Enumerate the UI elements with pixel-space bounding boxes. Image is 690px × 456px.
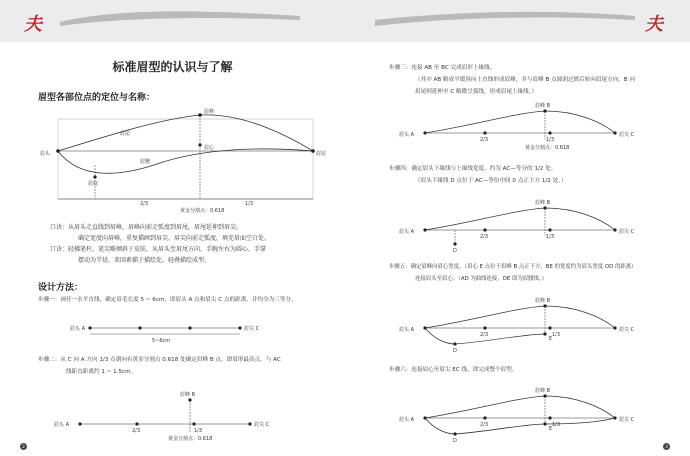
- step3-text-3: 眉尾则延伸至 C 略微呈弧线，形成眉尾上缘线。）: [415, 89, 538, 95]
- step4-label-b: 眉峰 B: [535, 200, 551, 206]
- label-golden: 黄金分割点：0.618: [180, 208, 225, 214]
- step1-label-measure: 5~6cm: [152, 338, 171, 344]
- step2-label-c: 眉尖 C: [254, 422, 270, 428]
- step4-diagram: [399, 196, 655, 254]
- step4-label-rb: 1/3: [546, 234, 555, 240]
- step1-diagram: [70, 318, 300, 348]
- right-page: [345, 0, 690, 456]
- step5-label-rb: 1/3: [552, 332, 561, 338]
- step5-text-2: 连接眉头至眉心。（AD 为曲线连接，DE 即为眉腰线。）: [415, 276, 548, 282]
- step4-label-c: 眉尖 C: [619, 229, 635, 235]
- step5-text-1: 步骤五：确定眉峰向眉心宽度。（眉心 E 点位于眉峰 B 点正下方，BE 的宽度约为眉头宽度 OD 的距离）: [389, 264, 637, 270]
- step2-label-rb: 1/3: [194, 428, 203, 434]
- brand-logo-right: 夫: [645, 14, 663, 35]
- header-brush-band: [0, 0, 345, 42]
- step2-label-golden: 黄金分割点：0.618: [168, 436, 213, 442]
- step1-label-c: 眉尖 C: [244, 326, 260, 332]
- step6-label-rb: 1/3: [552, 422, 561, 428]
- label-ratio-b: 1/3: [245, 201, 254, 207]
- brand-logo: 夫: [24, 14, 42, 35]
- step5-label-d: D: [453, 348, 457, 354]
- label-brow-upper: 眉尾: [120, 131, 131, 137]
- step6-text: 步骤六：连接眉心至眉尖 EC 线，即完成整个眉型。: [389, 367, 518, 373]
- step3-label-ra: 2/3: [480, 137, 489, 143]
- section-heading-design: 设计方法：: [38, 283, 84, 293]
- step5-diagram: [399, 294, 655, 354]
- step6-diagram: [399, 384, 655, 444]
- step5-label-a: 眉头 A: [399, 327, 415, 333]
- label-ratio-a: 2/3: [140, 201, 149, 207]
- step3-label-b: 眉峰 B: [535, 103, 551, 109]
- brow-points-diagram: [40, 105, 340, 215]
- step5-label-b: 眉峰 B: [535, 298, 551, 304]
- step6-label-e: E: [549, 426, 553, 432]
- step2-label-a: 眉头 A: [54, 422, 70, 428]
- label-brow-center: 眉心: [204, 145, 215, 151]
- tip-line-3: 口诀：轻拂笔杆，笔尖略倾斜于皮肤，从眉头至眉尾方向，手腕左右为圆心，手掌: [50, 246, 267, 253]
- step5-label-e: E: [549, 336, 553, 342]
- tip-line-1: 口诀：从眉头走直线到眉峰，眉峰向前走弧度到眉尾，眉尾延伸到眉尖。: [50, 224, 243, 231]
- step1-label-a: 眉头 A: [70, 326, 86, 332]
- step2-diagram: [54, 392, 310, 452]
- tip-line-2: 确定宽度向眉峰，重复描画到眉尖，眉尖向前走弧度，填充眉面空白处。: [78, 235, 271, 242]
- step3-label-rb: 1/3: [546, 137, 555, 143]
- step2-label-b: 眉峰 B: [180, 392, 196, 398]
- step3-label-c: 眉尖 C: [619, 132, 635, 138]
- step2-text-1: 步骤二：从 C 向 A 方向 1/3 点朝向有黄金分割点 0.618 处确定眉峰 B 点，即眉形最高点。与 AC: [38, 357, 281, 363]
- section-heading-points: 眉型各部位点的定位与名称：: [38, 93, 156, 103]
- step2-label-ra: 2/3: [132, 428, 141, 434]
- step6-label-ra: 2/3: [480, 422, 489, 428]
- step4-label-a: 眉头 A: [399, 229, 415, 235]
- step3-label-golden: 黄金分割点：0.618: [525, 145, 570, 151]
- step4-label-ra: 2/3: [480, 234, 489, 240]
- step3-diagram: [399, 103, 655, 153]
- step5-label-c: 眉尖 C: [619, 327, 635, 333]
- tip-line-4: 摆动为半径，来回素描于描绘处，轻叠描绘成型。: [78, 257, 211, 264]
- step4-text-2: （眉头下缘线 D 点位于 AC—等份中间 0 点正下方 1/2 处。）: [415, 178, 567, 184]
- label-brow-peak: 眉峰: [204, 109, 215, 115]
- step3-text-2: （其中 AB 略成平缓斜向上直线形成眉峰，并与眉峰 B 点圆润过渡后转向眉尾方向，B 向: [415, 77, 636, 83]
- label-brow-waist: 眉腰: [140, 159, 151, 165]
- label-brow-head: 眉头: [40, 151, 51, 157]
- step6-label-b: 眉峰 B: [535, 388, 551, 394]
- step2-text-2: 线距直距离约 1 ~ 1.5cm。: [66, 369, 137, 375]
- header-brush-band-right: [345, 0, 690, 42]
- page-title: 标准眉型的认识与了解: [112, 60, 233, 74]
- step3-label-a: 眉头 A: [399, 132, 415, 138]
- label-brow-bottom: 眉底: [88, 181, 99, 187]
- page-number-right: 3: [663, 443, 670, 450]
- step3-text-1: 步骤三：连接 AB 至 BC 完成眉形上缘线。: [389, 65, 496, 71]
- step4-text-1: 步骤四：确定眉头下缘线与上缘线宽度，约为 AC—等分的 1/2 处。: [389, 166, 557, 172]
- step1-text: 步骤一：画任一水平直线，确定眉毛长度 5 ~ 6cm，即眉头 A 点和眉尖 C 点的距离，并均分为三等分。: [38, 297, 297, 303]
- step5-label-ra: 2/3: [480, 332, 489, 338]
- step4-label-d: D: [453, 248, 457, 254]
- step6-label-d: D: [453, 438, 457, 444]
- step6-label-c: 眉尖 C: [619, 417, 635, 423]
- page-number-left: 2: [20, 443, 27, 450]
- label-brow-tail: 眉尾: [316, 151, 327, 157]
- step6-label-a: 眉头 A: [399, 417, 415, 423]
